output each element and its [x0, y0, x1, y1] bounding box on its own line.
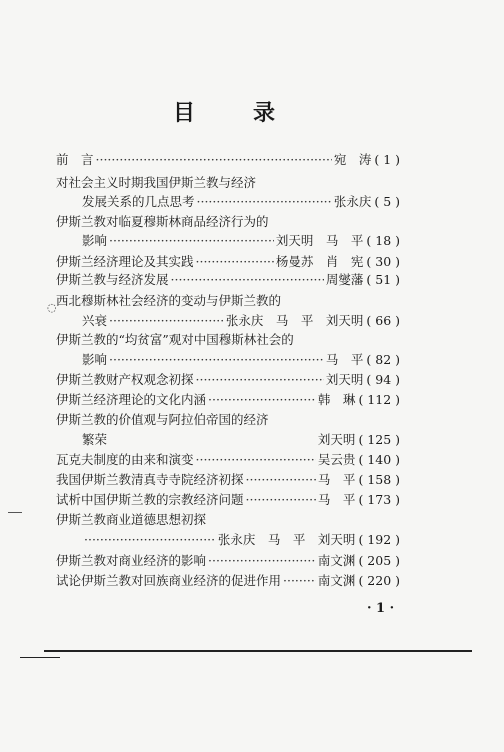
leader-dots — [196, 451, 316, 469]
bottom-rule — [44, 650, 472, 652]
entry-author: 张永庆 马 平 刘天明 — [225, 313, 364, 328]
entry-page: ( 173 ) — [358, 492, 400, 507]
entry-author: 周燮藩 — [325, 272, 364, 287]
entry-title: 伊斯兰教对商业经济的影响 — [56, 553, 207, 568]
entry-title: 影响 — [82, 233, 108, 248]
leader-dots — [109, 232, 274, 250]
entry-page: ( 94 ) — [366, 372, 400, 387]
toc-entry — [56, 552, 400, 570]
toc-entry — [82, 193, 400, 211]
entry-title: 西北穆斯林社会经济的变动与伊斯兰教的 — [56, 293, 282, 308]
toc-entry — [56, 253, 400, 271]
entry-author: 南文渊 — [317, 573, 356, 588]
toc-entry — [56, 411, 400, 429]
entry-page: ( 51 ) — [366, 272, 400, 287]
entry-page: ( 18 ) — [366, 233, 400, 248]
entry-title: 前 言 — [56, 152, 94, 167]
leader-dots — [84, 531, 216, 549]
pencil-mark-icon: ◌ — [47, 301, 57, 314]
leader-dots — [196, 253, 274, 271]
entry-title: 影响 — [82, 352, 108, 367]
toc-entry — [82, 531, 400, 549]
toc-entry — [56, 331, 400, 349]
entry-author: 杨曼苏 肖 宪 — [275, 254, 364, 269]
leader-dots — [196, 371, 324, 389]
entry-page: ( 140 ) — [358, 452, 400, 467]
toc-entry — [56, 491, 400, 509]
entry-page: ( 1 ) — [374, 152, 400, 167]
entry-author: 刘天明 — [317, 432, 356, 447]
entry-page: ( 82 ) — [366, 352, 400, 367]
leader-dots — [96, 151, 332, 169]
entry-title: 伊斯兰教与经济发展 — [56, 272, 169, 287]
entry-title: 繁荣 — [82, 432, 108, 447]
entry-title: 伊斯兰经济理论的文化内涵 — [56, 392, 207, 407]
toc-entry — [56, 371, 400, 389]
leader-dots — [208, 391, 316, 409]
entry-title: 试论伊斯兰教对回族商业经济的促进作用 — [56, 573, 282, 588]
toc-entry — [56, 391, 400, 409]
entry-page: ( 205 ) — [358, 553, 400, 568]
entry-page: ( 5 ) — [374, 194, 400, 209]
entry-title: 伊斯兰教的“均贫富”观对中国穆斯林社会的 — [56, 332, 294, 347]
entry-author: 马 平 — [317, 492, 356, 507]
leader-dots — [197, 193, 332, 211]
entry-title: 瓦克夫制度的由来和演变 — [56, 452, 194, 467]
entry-page: ( 125 ) — [358, 432, 400, 447]
leader-dots — [246, 471, 316, 489]
toc-entry — [56, 151, 400, 169]
entry-author: 刘天明 马 平 — [275, 233, 364, 248]
entry-page: ( 158 ) — [358, 472, 400, 487]
entry-author: 马 平 — [317, 472, 356, 487]
toc-entry — [56, 174, 400, 192]
entry-title: 伊斯兰教的价值观与阿拉伯帝国的经济 — [56, 412, 269, 427]
toc-entry — [82, 232, 400, 250]
title-char-1: 目 — [173, 100, 198, 126]
toc-entry — [56, 292, 400, 310]
leader-dots — [171, 271, 324, 289]
bottom-rule-short — [20, 657, 60, 658]
toc-entry — [82, 431, 400, 449]
title-char-2: 录 — [253, 100, 278, 126]
entry-author: 马 平 — [325, 352, 364, 367]
toc-entry — [56, 271, 400, 289]
entry-title: 伊斯兰教对临夏穆斯林商品经济行为的 — [56, 214, 269, 229]
leader-dots — [208, 552, 316, 570]
page-number: · 1 · — [367, 601, 395, 616]
toc-entry — [56, 451, 400, 469]
leader-dots — [109, 312, 224, 330]
leader-dots — [283, 572, 316, 590]
entry-author: 韩 琳 — [317, 392, 356, 407]
toc-entry — [82, 312, 400, 330]
entry-author: 南文渊 — [317, 553, 356, 568]
entry-author: 吴云贵 — [317, 452, 356, 467]
entry-title: 对社会主义时期我国伊斯兰教与经济 — [56, 175, 257, 190]
entry-page: ( 66 ) — [366, 313, 400, 328]
entry-title: 我国伊斯兰教清真寺寺院经济初探 — [56, 472, 244, 487]
entry-title: 试析中国伊斯兰教的宗教经济问题 — [56, 492, 244, 507]
toc-entry — [56, 572, 400, 590]
toc-entry — [56, 213, 400, 231]
toc-entry — [56, 511, 400, 529]
entry-title: 伊斯兰教财产权观念初探 — [56, 372, 194, 387]
toc-entry — [56, 471, 400, 489]
entry-author: 刘天明 — [325, 372, 364, 387]
entry-page: ( 192 ) — [358, 532, 400, 547]
entry-title: 伊斯兰教商业道德思想初探 — [56, 512, 207, 527]
leader-dots — [109, 351, 324, 369]
entry-page: ( 112 ) — [358, 392, 400, 407]
entry-author: 宛 涛 — [333, 152, 372, 167]
entry-title: 发展关系的几点思考 — [82, 194, 195, 209]
entry-page: ( 220 ) — [358, 573, 400, 588]
entry-author: 张永庆 — [333, 194, 372, 209]
leader-dots — [246, 491, 316, 509]
page-title — [0, 96, 504, 128]
entry-page: ( 30 ) — [366, 254, 400, 269]
margin-mark — [8, 512, 22, 513]
entry-title: 兴衰 — [82, 313, 108, 328]
toc-entry — [82, 351, 400, 369]
entry-author: 张永庆 马 平 刘天明 — [217, 532, 356, 547]
entry-title: 伊斯兰经济理论及其实践 — [56, 254, 194, 269]
